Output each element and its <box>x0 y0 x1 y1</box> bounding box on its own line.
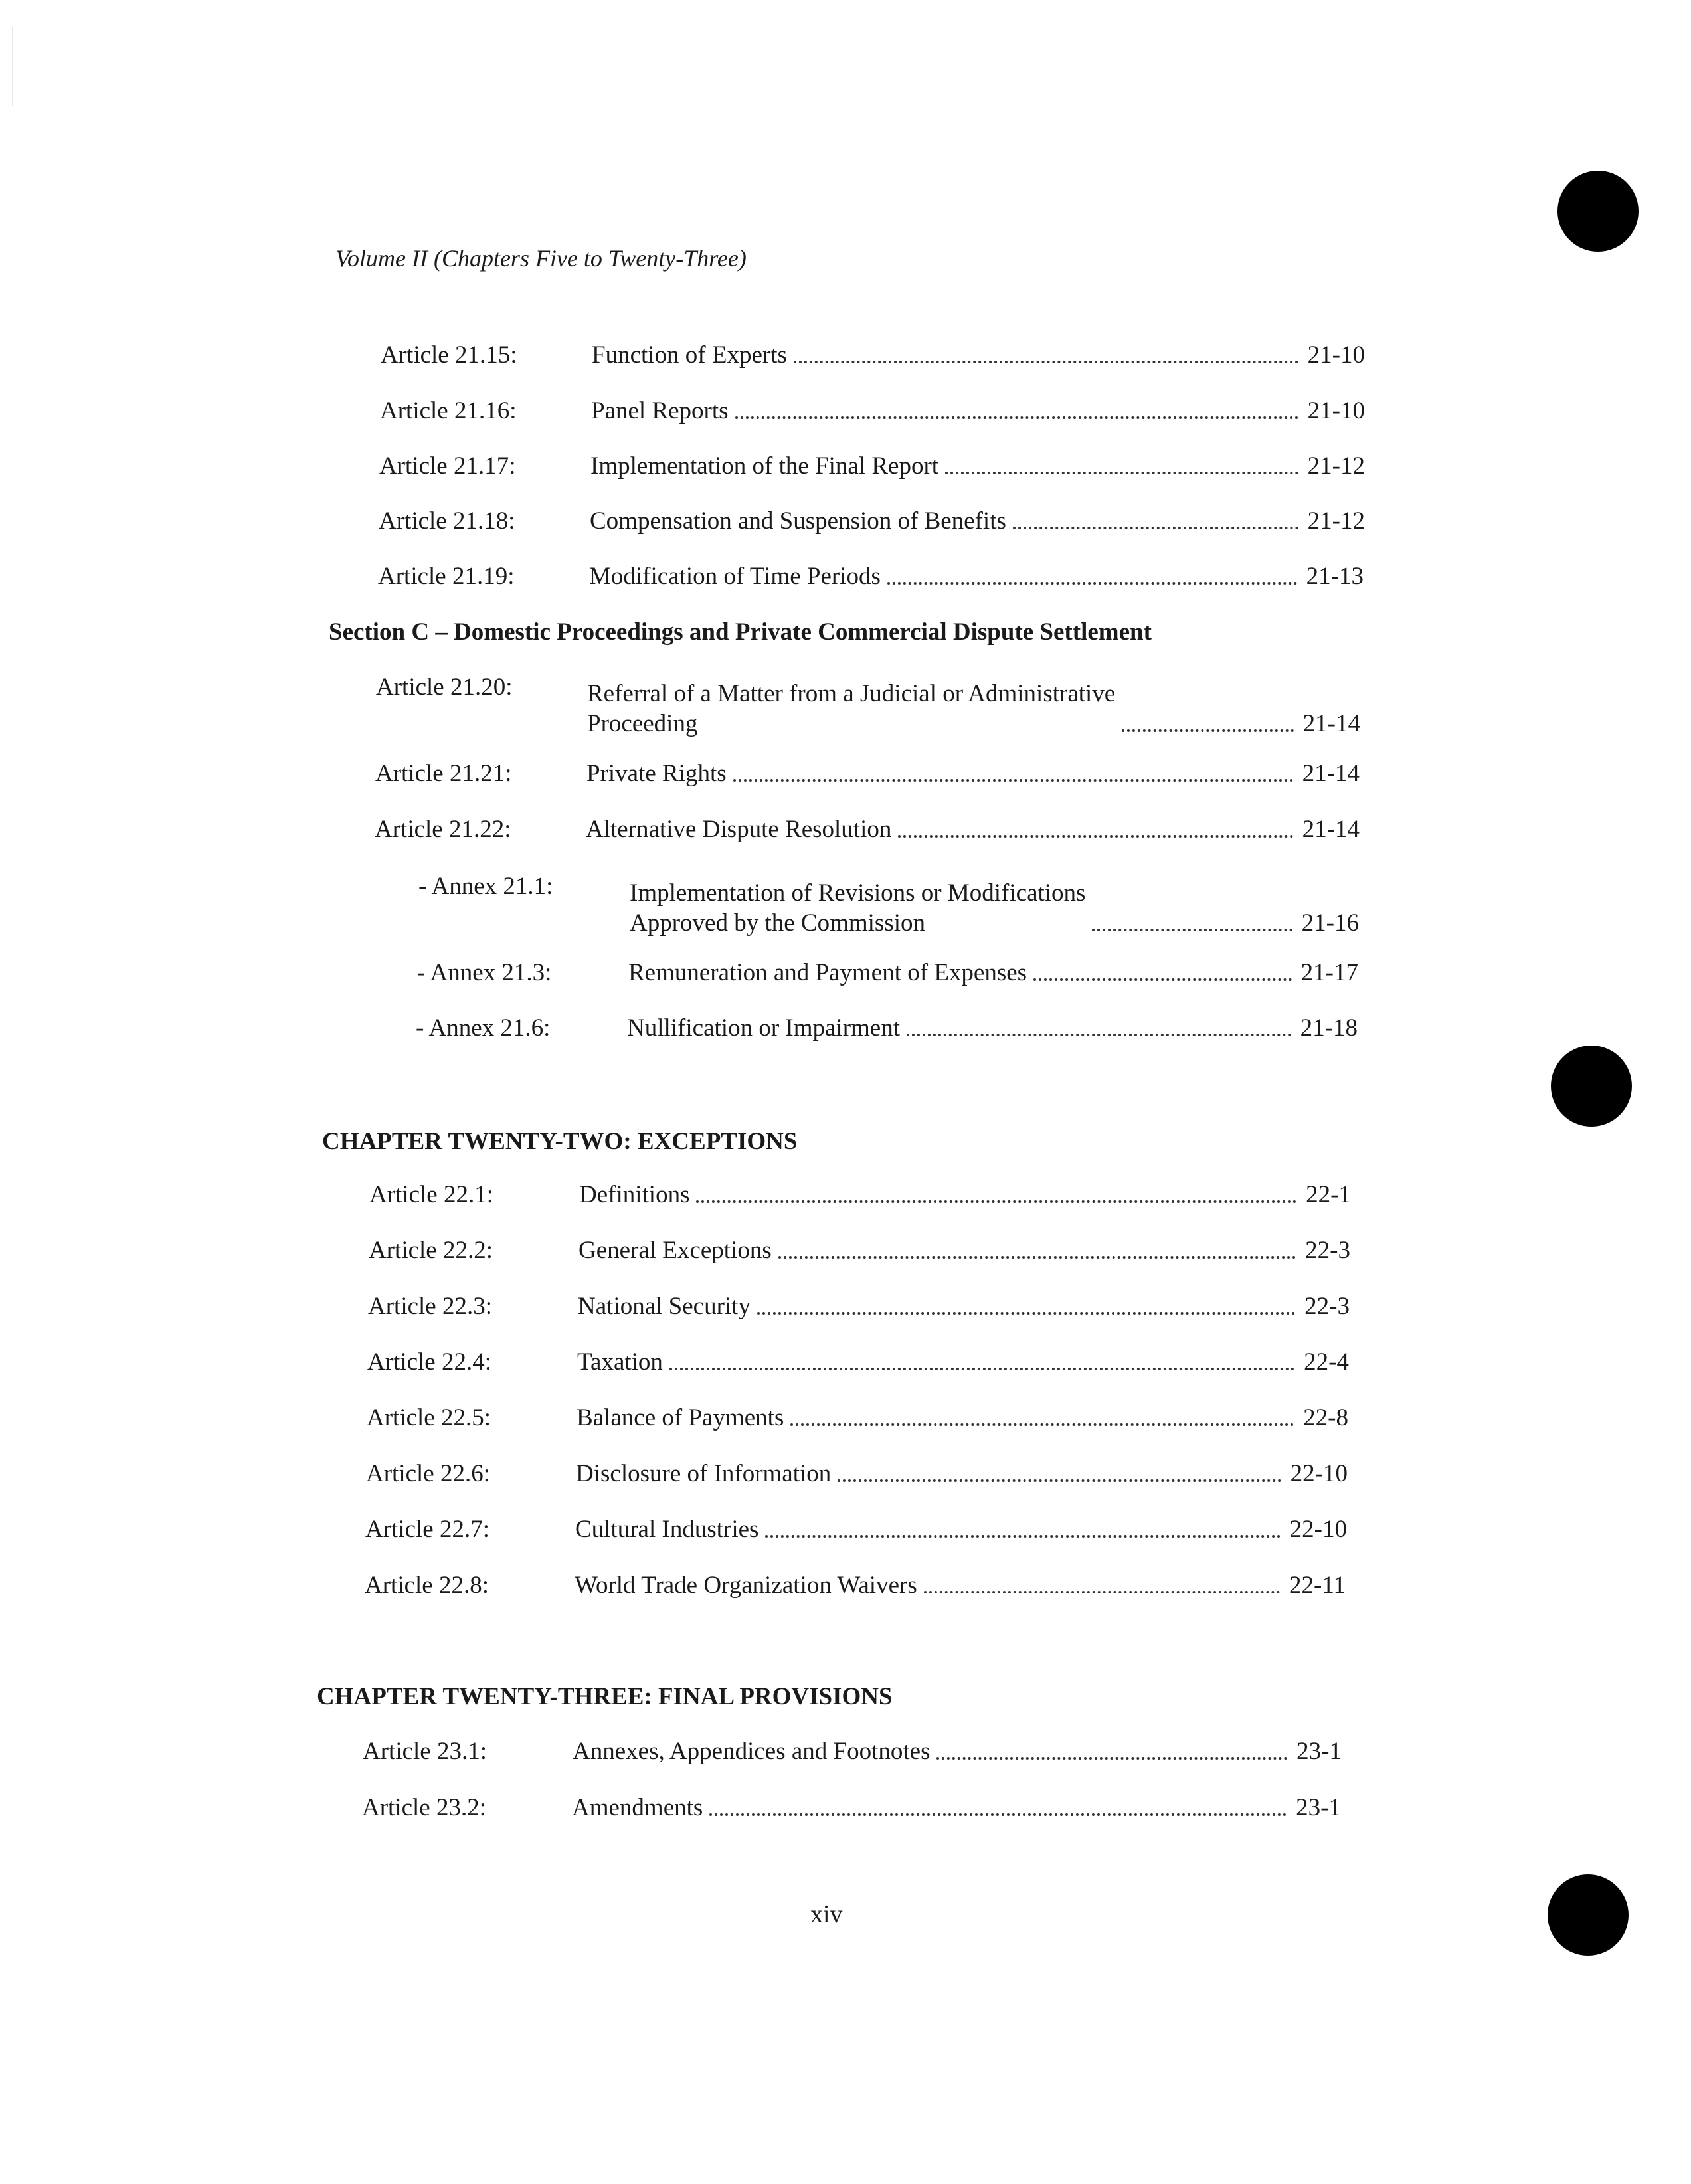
toc-entry <box>369 1235 1350 1273</box>
page-ref: 23-1 <box>1296 1738 1342 1765</box>
article-title: Taxation <box>577 1348 663 1376</box>
article-number: Article 22.1: <box>369 1181 494 1208</box>
toc-entry <box>416 1013 1358 1050</box>
punch-hole <box>1551 1046 1632 1127</box>
dot-leader <box>735 416 1298 419</box>
dot-leader <box>669 1367 1294 1370</box>
article-number: Article 21.16: <box>380 397 517 424</box>
toc-entry <box>363 1736 1342 1774</box>
dot-leader <box>794 360 1298 363</box>
page-ref: 21-14 <box>1302 760 1360 787</box>
article-number: Article 22.4: <box>367 1348 492 1376</box>
article-title <box>587 679 1115 739</box>
article-number: Article 21.20: <box>376 674 513 701</box>
toc-entry <box>378 561 1364 598</box>
article-title: Implementation of the Final Report <box>590 452 939 480</box>
article-title: General Exceptions <box>578 1237 772 1264</box>
annex-title: Remuneration and Payment of Expenses <box>628 959 1027 986</box>
dot-leader <box>1092 928 1292 931</box>
section-heading: Section C – Domestic Proceedings and Private Commercial Dispute Settlement <box>329 618 1152 646</box>
dot-leader <box>907 1033 1291 1036</box>
chapter-heading: CHAPTER TWENTY-THREE: FINAL PROVISIONS <box>317 1683 893 1710</box>
annex-title-line: Approved by the Commission <box>630 909 926 937</box>
article-title: Private Rights <box>586 760 727 787</box>
volume-title: Volume II (Chapters Five to Twenty-Three) <box>335 245 747 272</box>
article-title-line: Proceeding <box>587 710 698 737</box>
toc-entry <box>368 1291 1350 1328</box>
dot-leader <box>1013 526 1298 529</box>
toc-entry <box>365 1570 1346 1607</box>
page-ref: 22-1 <box>1306 1181 1351 1208</box>
article-number: Article 23.2: <box>362 1794 487 1821</box>
article-title: Modification of Time Periods <box>589 563 881 590</box>
page-ref: 22-3 <box>1304 1293 1350 1320</box>
page-ref: 21-16 <box>1301 909 1359 937</box>
page-ref: 21-14 <box>1302 710 1360 737</box>
punch-hole <box>1558 171 1639 252</box>
toc-entry <box>379 451 1365 488</box>
page-ref: 22-11 <box>1289 1572 1346 1599</box>
article-number: Article 22.7: <box>365 1516 490 1543</box>
article-title: World Trade Organization Waivers <box>575 1572 917 1599</box>
annex-title-line: Implementation of Revisions or Modifications <box>630 879 1086 907</box>
chapter-heading: CHAPTER TWENTY-TWO: EXCEPTIONS <box>322 1128 798 1155</box>
toc-entry <box>366 1459 1348 1496</box>
toc-entry <box>375 814 1360 852</box>
toc-entry <box>375 759 1360 796</box>
toc-entry <box>418 871 1359 938</box>
dot-leader <box>936 1756 1287 1760</box>
page-ref: 22-10 <box>1290 1460 1348 1487</box>
punch-hole <box>1548 1874 1629 1956</box>
dot-leader <box>733 778 1293 782</box>
dot-leader <box>924 1590 1280 1593</box>
dot-leader <box>696 1200 1296 1203</box>
toc-entry <box>376 672 1360 739</box>
page-ref: 22-10 <box>1289 1516 1347 1543</box>
page-ref: 22-4 <box>1304 1348 1349 1376</box>
article-number: Article 21.19: <box>378 563 515 590</box>
toc-entry <box>381 340 1365 377</box>
article-title: Balance of Payments <box>577 1404 784 1431</box>
annex-number: - Annex 21.6: <box>416 1014 551 1042</box>
page-ref: 21-12 <box>1307 507 1365 535</box>
article-title: Annexes, Appendices and Footnotes <box>573 1738 931 1765</box>
page-ref: 21-13 <box>1306 563 1364 590</box>
page-ref: 21-18 <box>1300 1014 1358 1042</box>
article-number: Article 22.8: <box>365 1572 490 1599</box>
toc-entry <box>379 506 1365 543</box>
annex-number: - Annex 21.3: <box>417 959 552 986</box>
article-title: National Security <box>578 1293 751 1320</box>
toc-entry <box>367 1347 1349 1384</box>
dot-leader <box>838 1479 1281 1482</box>
dot-leader <box>1122 729 1293 732</box>
article-number: Article 22.2: <box>369 1237 493 1264</box>
dot-leader <box>898 834 1292 838</box>
toc-entry <box>417 958 1358 995</box>
page-number: xiv <box>810 1900 843 1928</box>
annex-number: - Annex 21.1: <box>418 873 553 900</box>
article-title: Alternative Dispute Resolution <box>586 816 892 843</box>
page-ref: 21-12 <box>1307 452 1365 480</box>
dot-leader <box>790 1423 1294 1426</box>
dot-leader <box>765 1534 1280 1538</box>
toc-entry <box>380 396 1365 433</box>
article-number: Article 21.22: <box>375 816 511 843</box>
dot-leader <box>778 1255 1296 1259</box>
page-ref: 21-10 <box>1307 397 1365 424</box>
article-number: Article 21.18: <box>379 507 515 535</box>
dot-leader <box>1033 978 1292 981</box>
scan-edge-mark <box>12 27 13 106</box>
page-ref: 22-3 <box>1305 1237 1350 1264</box>
dot-leader <box>757 1311 1295 1315</box>
toc-entry <box>362 1793 1341 1830</box>
article-number: Article 21.21: <box>375 760 512 787</box>
page-ref: 21-17 <box>1300 959 1358 986</box>
article-title-line: Referral of a Matter from a Judicial or Administrative <box>587 680 1116 707</box>
article-number: Article 22.6: <box>366 1460 491 1487</box>
page-ref: 21-10 <box>1307 341 1365 369</box>
article-title: Panel Reports <box>591 397 729 424</box>
annex-title <box>630 878 1085 938</box>
article-title: Compensation and Suspension of Benefits <box>590 507 1006 535</box>
page-ref: 21-14 <box>1302 816 1360 843</box>
article-title: Amendments <box>572 1794 703 1821</box>
page-ref: 23-1 <box>1296 1794 1341 1821</box>
article-number: Article 23.1: <box>363 1738 488 1765</box>
article-number: Article 22.5: <box>367 1404 491 1431</box>
toc-entry <box>369 1180 1351 1217</box>
dot-leader <box>945 471 1298 474</box>
article-number: Article 22.3: <box>368 1293 493 1320</box>
dot-leader <box>887 581 1297 585</box>
article-number: Article 21.17: <box>379 452 516 480</box>
article-title: Function of Experts <box>592 341 787 369</box>
toc-entry <box>365 1514 1347 1552</box>
page-ref: 22-8 <box>1303 1404 1348 1431</box>
dot-leader <box>709 1813 1287 1816</box>
article-title: Definitions <box>579 1181 690 1208</box>
article-title: Cultural Industries <box>575 1516 759 1543</box>
toc-entry <box>367 1403 1348 1440</box>
article-title: Disclosure of Information <box>576 1460 832 1487</box>
annex-title: Nullification or Impairment <box>627 1014 900 1042</box>
article-number: Article 21.15: <box>381 341 517 369</box>
